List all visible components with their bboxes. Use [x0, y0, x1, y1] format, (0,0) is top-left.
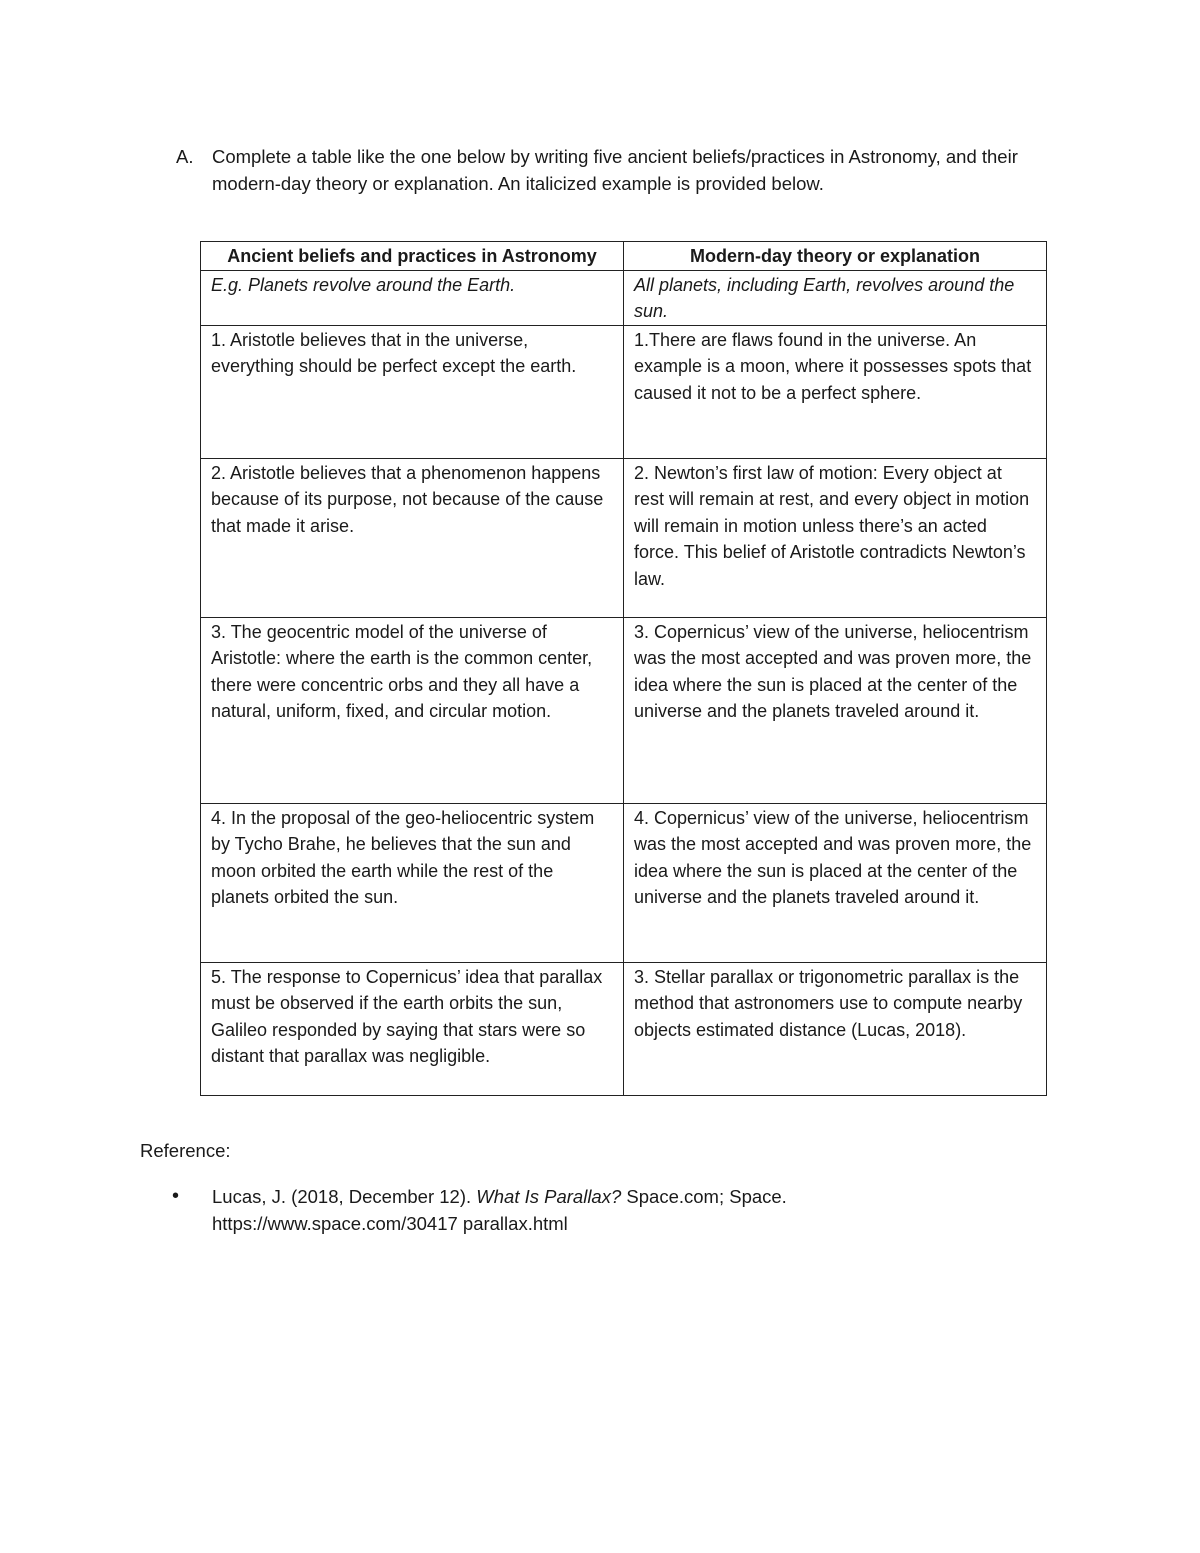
header-ancient: Ancient beliefs and practices in Astronomy — [201, 242, 624, 271]
modern-cell: 2. Newton’s first law of motion: Every object at rest will remain at rest, and every object in motion will remain in motion unless there’s an acted force. This belief of Aristotle contradicts Newton’s law. — [624, 458, 1047, 617]
modern-cell: 4. Copernicus’ view of the universe, heliocentrism was the most accepted and was proven more, the idea where the sun is placed at the center of the universe and the planets traveled around it. — [624, 803, 1047, 962]
reference-publisher: Space.com; Space. — [621, 1186, 787, 1207]
modern-cell: 1.There are flaws found in the universe. An example is a moon, where it possesses spots that caused it not to be a perfect sphere. — [624, 325, 1047, 458]
instruction-item — [176, 143, 1056, 197]
reference-list — [172, 1183, 1052, 1237]
table-row — [201, 458, 1047, 617]
ancient-cell: 3. The geocentric model of the universe of Aristotle: where the earth is the common center, there were concentric orbs and they all have a natural, uniform, fixed, and circular motion. — [201, 617, 624, 803]
reference-heading: Reference: — [140, 1140, 231, 1161]
modern-cell: 3. Stellar parallax or trigonometric parallax is the method that astronomers use to compute nearby objects estimated distance (Lucas, 2018). — [624, 962, 1047, 1095]
reference-authors: Lucas, J. (2018, December 12). — [212, 1186, 477, 1207]
modern-cell: 3. Copernicus’ view of the universe, heliocentrism was the most accepted and was proven more, the idea where the sun is placed at the center of the universe and the planets traveled around it. — [624, 617, 1047, 803]
ancient-cell: 5. The response to Copernicus’ idea that parallax must be observed if the earth orbits the sun, Galileo responded by saying that stars were so distant that parallax was negligible. — [201, 962, 624, 1095]
reference-work-title: What Is Parallax? — [476, 1186, 622, 1207]
example-row — [201, 270, 1047, 325]
header-modern: Modern-day theory or explanation — [624, 242, 1047, 271]
table-row — [201, 962, 1047, 1095]
instruction-text: Complete a table like the one below by writing five ancient beliefs/practices in Astronomy, and their modern-day theory or explanation. An italicized example is provided below. — [212, 146, 1018, 194]
reference-entry — [212, 1183, 1052, 1237]
ancient-cell: 1. Aristotle believes that in the universe, everything should be perfect except the earth. — [201, 325, 624, 458]
example-modern: All planets, including Earth, revolves around the sun. — [624, 270, 1047, 325]
ancient-cell: 4. In the proposal of the geo-heliocentric system by Tycho Brahe, he believes that the sun and moon orbited the earth while the rest of the planets orbited the sun. — [201, 803, 624, 962]
bullet-icon: • — [172, 1185, 180, 1207]
table-row — [201, 803, 1047, 962]
table-row — [201, 617, 1047, 803]
table-header-row — [201, 242, 1047, 271]
example-ancient: E.g. Planets revolve around the Earth. — [201, 270, 624, 325]
reference-url: https://www.space.com/30417 parallax.html — [212, 1213, 568, 1234]
table-row — [201, 325, 1047, 458]
astronomy-table — [200, 241, 1047, 1096]
instruction-marker: A. — [176, 146, 194, 167]
ancient-cell: 2. Aristotle believes that a phenomenon happens because of its purpose, not because of the cause that made it arise. — [201, 458, 624, 617]
